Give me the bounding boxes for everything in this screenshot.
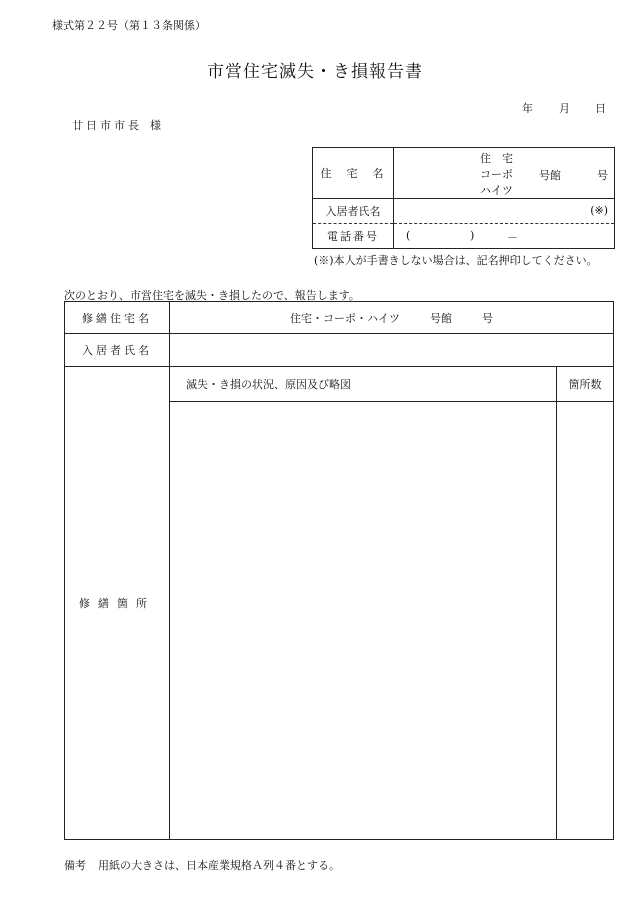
housing-type-jutaku: 住 宅 (480, 152, 513, 165)
housing-type-options (480, 151, 513, 199)
phone-paren-close: ) (470, 229, 475, 242)
document-title: 市営住宅滅失・き損報告書 (207, 62, 423, 82)
building-unit-text: 号館 (430, 311, 452, 325)
building-unit-label: 号館 (539, 169, 561, 182)
date-month: 月 (559, 102, 570, 115)
housing-name-field[interactable] (394, 148, 615, 199)
signature-note: (※)本人が手書きしない場合は、記名押印してください。 (314, 254, 598, 267)
report-resident-field[interactable] (170, 334, 614, 367)
intro-text: 次のとおり、市営住宅を滅失・き損したので、報告します。 (64, 289, 360, 302)
date-day: 日 (595, 102, 606, 115)
housing-type-corpo: コーポ (480, 168, 513, 181)
phone-dash: － (507, 231, 518, 244)
phone-paren-open: ( (406, 229, 411, 242)
repair-housing-field[interactable] (170, 302, 614, 334)
form-number: 様式第２２号（第１３条関係） (52, 19, 206, 32)
description-header: 滅失・き損の状況、原因及び略図 (170, 367, 557, 402)
housing-type-text: 住宅・コーポ・ハイツ (290, 311, 400, 325)
phone-label: 電話番号 (313, 224, 394, 249)
date-year: 年 (522, 102, 533, 115)
addressee-honorific: 様 (150, 119, 164, 132)
addressee-name: 廿日市市長 (72, 119, 142, 132)
remarks-label: 備考 (64, 859, 86, 872)
resident-info-table (312, 147, 615, 249)
addressee (72, 117, 164, 133)
description-field[interactable] (170, 402, 557, 840)
repair-location-label: 修繕箇所 (65, 367, 170, 840)
phone-field[interactable] (394, 224, 615, 249)
resident-name-field[interactable] (394, 199, 615, 224)
housing-name-label: 住 宅 名 (313, 148, 394, 199)
remarks (64, 857, 340, 873)
remarks-text: 用紙の大きさは、日本産業規格Ａ列４番とする。 (98, 859, 340, 872)
signature-mark: (※) (590, 204, 608, 217)
report-table (64, 301, 614, 840)
room-unit-label: 号 (597, 169, 608, 182)
room-unit-text: 号 (482, 311, 493, 325)
count-field[interactable] (557, 402, 614, 840)
report-resident-label: 入居者氏名 (65, 334, 170, 367)
resident-name-label: 入居者氏名 (313, 199, 394, 224)
repair-housing-label: 修繕住宅名 (65, 302, 170, 334)
count-header: 箇所数 (557, 367, 614, 402)
housing-type-heights: ハイツ (480, 184, 513, 197)
